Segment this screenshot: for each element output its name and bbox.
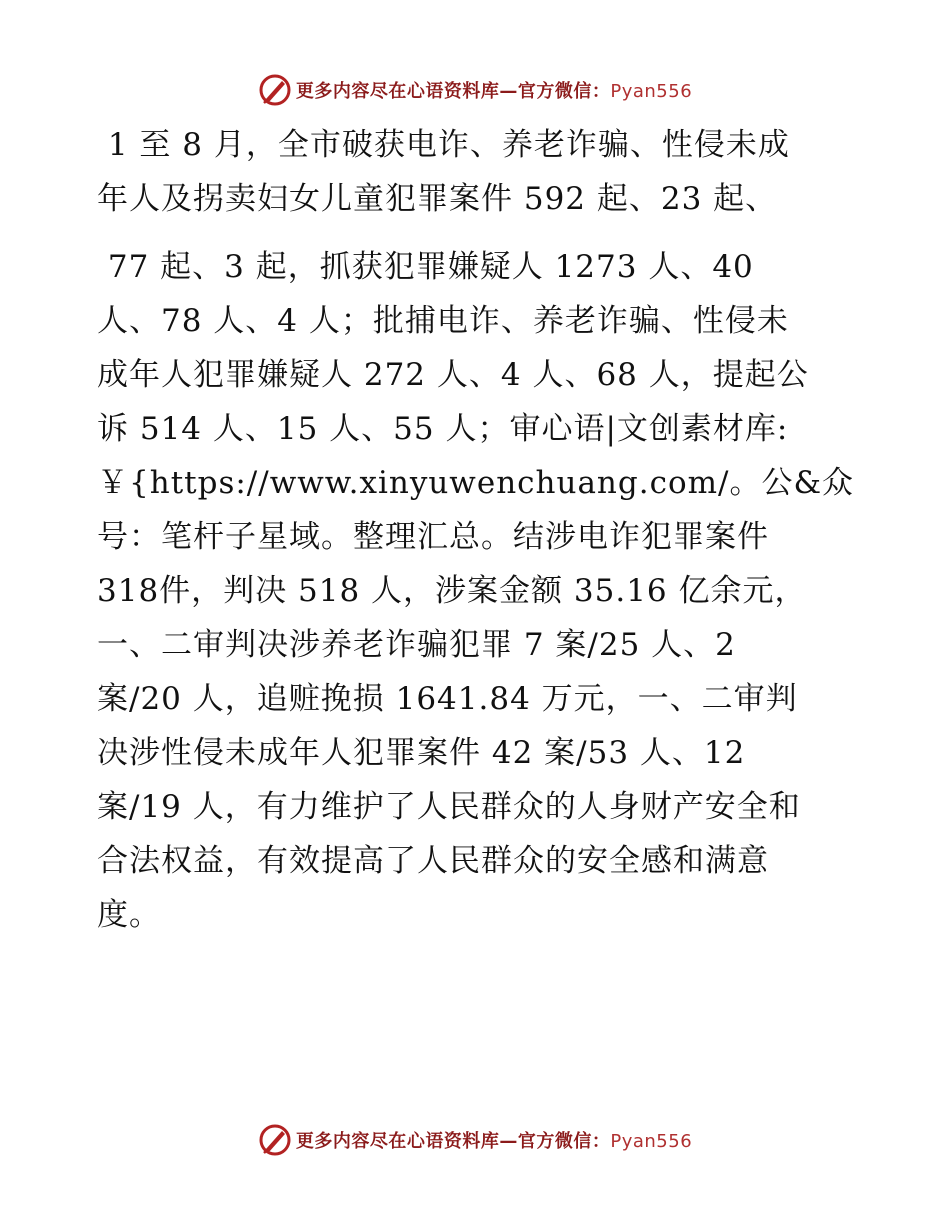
body-line-14: 合法权益，有效提高了人民群众的安全感和满意	[97, 843, 769, 879]
body-line-8: 号：笔杆子星域。整理汇总。结涉电诈犯罪案件	[97, 519, 769, 555]
body-line-7: ￥{https://www.xinyuwenchuang.com/。公&众	[97, 465, 855, 501]
body-line-3: 77 起、3 起，抓获犯罪嫌疑人 1273 人、40	[97, 249, 754, 285]
quill-pen-icon	[258, 73, 292, 107]
body-line-5: 成年人犯罪嫌疑人 272 人、4 人、68 人，提起公	[97, 357, 809, 393]
body-line-6: 诉 514 人、15 人、55 人；审心语|文创素材库:	[97, 411, 789, 447]
footer-banner-handle: Pyan556	[610, 1131, 693, 1152]
header-banner-handle: Pyan556	[610, 81, 693, 102]
body-line-10: 一、二审判决涉养老诈骗犯罪 7 案/25 人、2	[97, 627, 736, 663]
footer-banner-text: 更多内容尽在心语资料库—官方微信：Pyan556	[295, 1131, 693, 1152]
header-banner	[0, 70, 950, 110]
quill-pen-icon	[258, 1123, 292, 1157]
header-banner-text: 更多内容尽在心语资料库—官方微信：Pyan556	[295, 81, 693, 102]
body-line-15: 度。	[97, 897, 161, 933]
body-line-4: 人、78 人、4 人；批捕电诈、养老诈骗、性侵未	[97, 303, 789, 339]
body-line-13: 案/19 人，有力维护了人民群众的人身财产安全和	[97, 789, 801, 825]
body-line-1: 1 至 8 月，全市破获电诈、养老诈骗、性侵未成	[97, 127, 790, 163]
body-line-12: 决涉性侵未成年人犯罪案件 42 案/53 人、12	[97, 735, 746, 771]
body-line-2: 年人及拐卖妇女儿童犯罪案件 592 起、23 起、	[97, 181, 778, 217]
footer-banner	[0, 1120, 950, 1160]
body-line-11: 案/20 人，追赃挽损 1641.84 万元，一、二审判	[97, 681, 798, 717]
body-line-9: 318件，判决 518 人，涉案金额 35.16 亿余元，	[97, 573, 807, 609]
document-body	[97, 118, 857, 942]
